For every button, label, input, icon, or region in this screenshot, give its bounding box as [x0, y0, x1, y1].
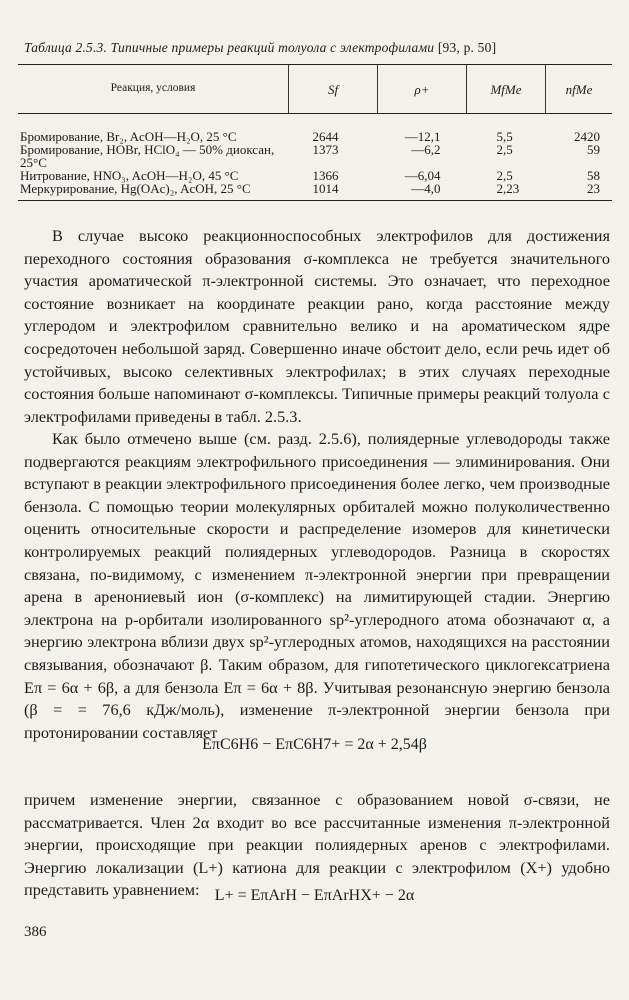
- cell-rho: —6,2: [411, 142, 441, 157]
- cell-sf: 1014: [289, 182, 378, 201]
- cell-reaction: Нитрование, HNO₃, AcOH—H₂O, 45 °C: [20, 168, 239, 183]
- cell-sf: 2644: [312, 129, 339, 144]
- formula-localization-energy: L+ = EπArH − EπArHX+ − 2α: [214, 887, 415, 904]
- cell-nf: 58: [587, 168, 600, 183]
- cell-mf: 2,5: [496, 142, 513, 157]
- cell-mf: 5,5: [496, 129, 513, 144]
- cell-sf: 1366: [312, 168, 339, 183]
- cell-nf: 2420: [574, 129, 600, 144]
- table-row: [18, 143, 612, 169]
- cell-rho: —12,1: [404, 129, 441, 144]
- paragraph-electrophiles: В случае высоко реакционноспособных электрофилов для достижения переходного состояния образования σ-комплекса не требуется значительного участия ароматической π-электронной системы. Это означает, что переходное состояние возникает на координате реакции рано, когда расстояние между углеродом и электрофилом сравнительно велико и на ароматическом ядре сосредоточен небольшой заряд. Совершенно иначе обстоит дело, если речь идет об устойчивых, высоко селективных электрофилах; в этих случаях переходные состояния больше напоминают σ-комплексы. Типичные примеры реакций толуола с электрофилами приведены в табл. 2.5.3.: [24, 226, 610, 426]
- cell-rho: —4,0: [378, 182, 467, 201]
- cell-rho: —6,04: [404, 168, 441, 183]
- caption-ref: [93, р. 50]: [437, 40, 497, 55]
- cell-nf: 59: [587, 142, 600, 157]
- header-mf: MfMe: [467, 65, 546, 114]
- cell-sf: 1373: [312, 142, 339, 157]
- cell-reaction: Бромирование, HOBr, HClO₄ — 50% диоксан, 25°C: [20, 142, 275, 170]
- table-header-row: [18, 65, 612, 114]
- cell-nf: 23: [546, 182, 613, 201]
- caption-title: Таблица 2.5.3. Типичные примеры реакций толуола с электрофилами: [24, 40, 435, 55]
- header-reaction: Реакция, условия: [18, 65, 289, 114]
- table-row: [18, 114, 612, 144]
- table-caption: [24, 40, 614, 56]
- header-sf: Sf: [289, 65, 378, 114]
- paragraph-polynuclear: Как было отмечено выше (см. разд. 2.5.6), полиядерные углеводороды также подвергаются реакциям электрофильного присоединения — элиминирования. Они вступают в реакции электрофильного присоединения более легко, чем производные бензола. С помощью теории молекулярных орбиталей можно полуколичественно оценить относительные скорости и распределение изомеров для кинетически контролируемых реакций полиядерных углеводородов. Разница в скоростях связана, по-видимому, с изменением π-электронной энергии при превращении арена в аренониевый ион (σ-комплекс) на лимитирующей стадии. Энергию электрона на p-орбитали изолированного sp²-углеродного атома обозначают α, а энергию электрона вблизи двух sp²-углеродных атомов, находящихся на расстоянии связывания, обозначают β. Таким образом, для гипотетического циклогексатриена Eπ = 6α + 6β, а для бензола Eπ = 6α + 8β. Учитывая резонансную энергию бензола (β = = 76,6 кДж/моль), изменение π-электронной энергии бензола при протонировании составляет: [24, 429, 610, 742]
- reaction-table: [18, 64, 612, 201]
- cell-mf: 2,23: [467, 182, 546, 201]
- cell-reaction: Меркурирование, Hg(OAc)₂, AcOH, 25 °C: [18, 182, 289, 201]
- cell-reaction: Бромирование, Br₂, AcOH—H₂O, 25 °C: [20, 129, 237, 144]
- header-rho: ρ+: [378, 65, 467, 114]
- table-row: [18, 182, 612, 201]
- formula-protonation-energy: EπC6H6 − EπC6H7+ = 2α + 2,54β: [202, 736, 427, 753]
- page-number: 386: [24, 924, 47, 940]
- paragraph-localization: причем изменение энергии, связанное с образованием новой σ-связи, не рассматривается. Член 2α входит во все рассчитанные изменения π-электронной энергии, происходящие при реакции полиядерных аренов с электрофилами. Энергию локализации (L+) катиона для реакции с электрофилом (X+) удобно представить уравнением:: [24, 790, 610, 900]
- header-nf: nfMe: [546, 65, 613, 114]
- cell-mf: 2,5: [496, 168, 513, 183]
